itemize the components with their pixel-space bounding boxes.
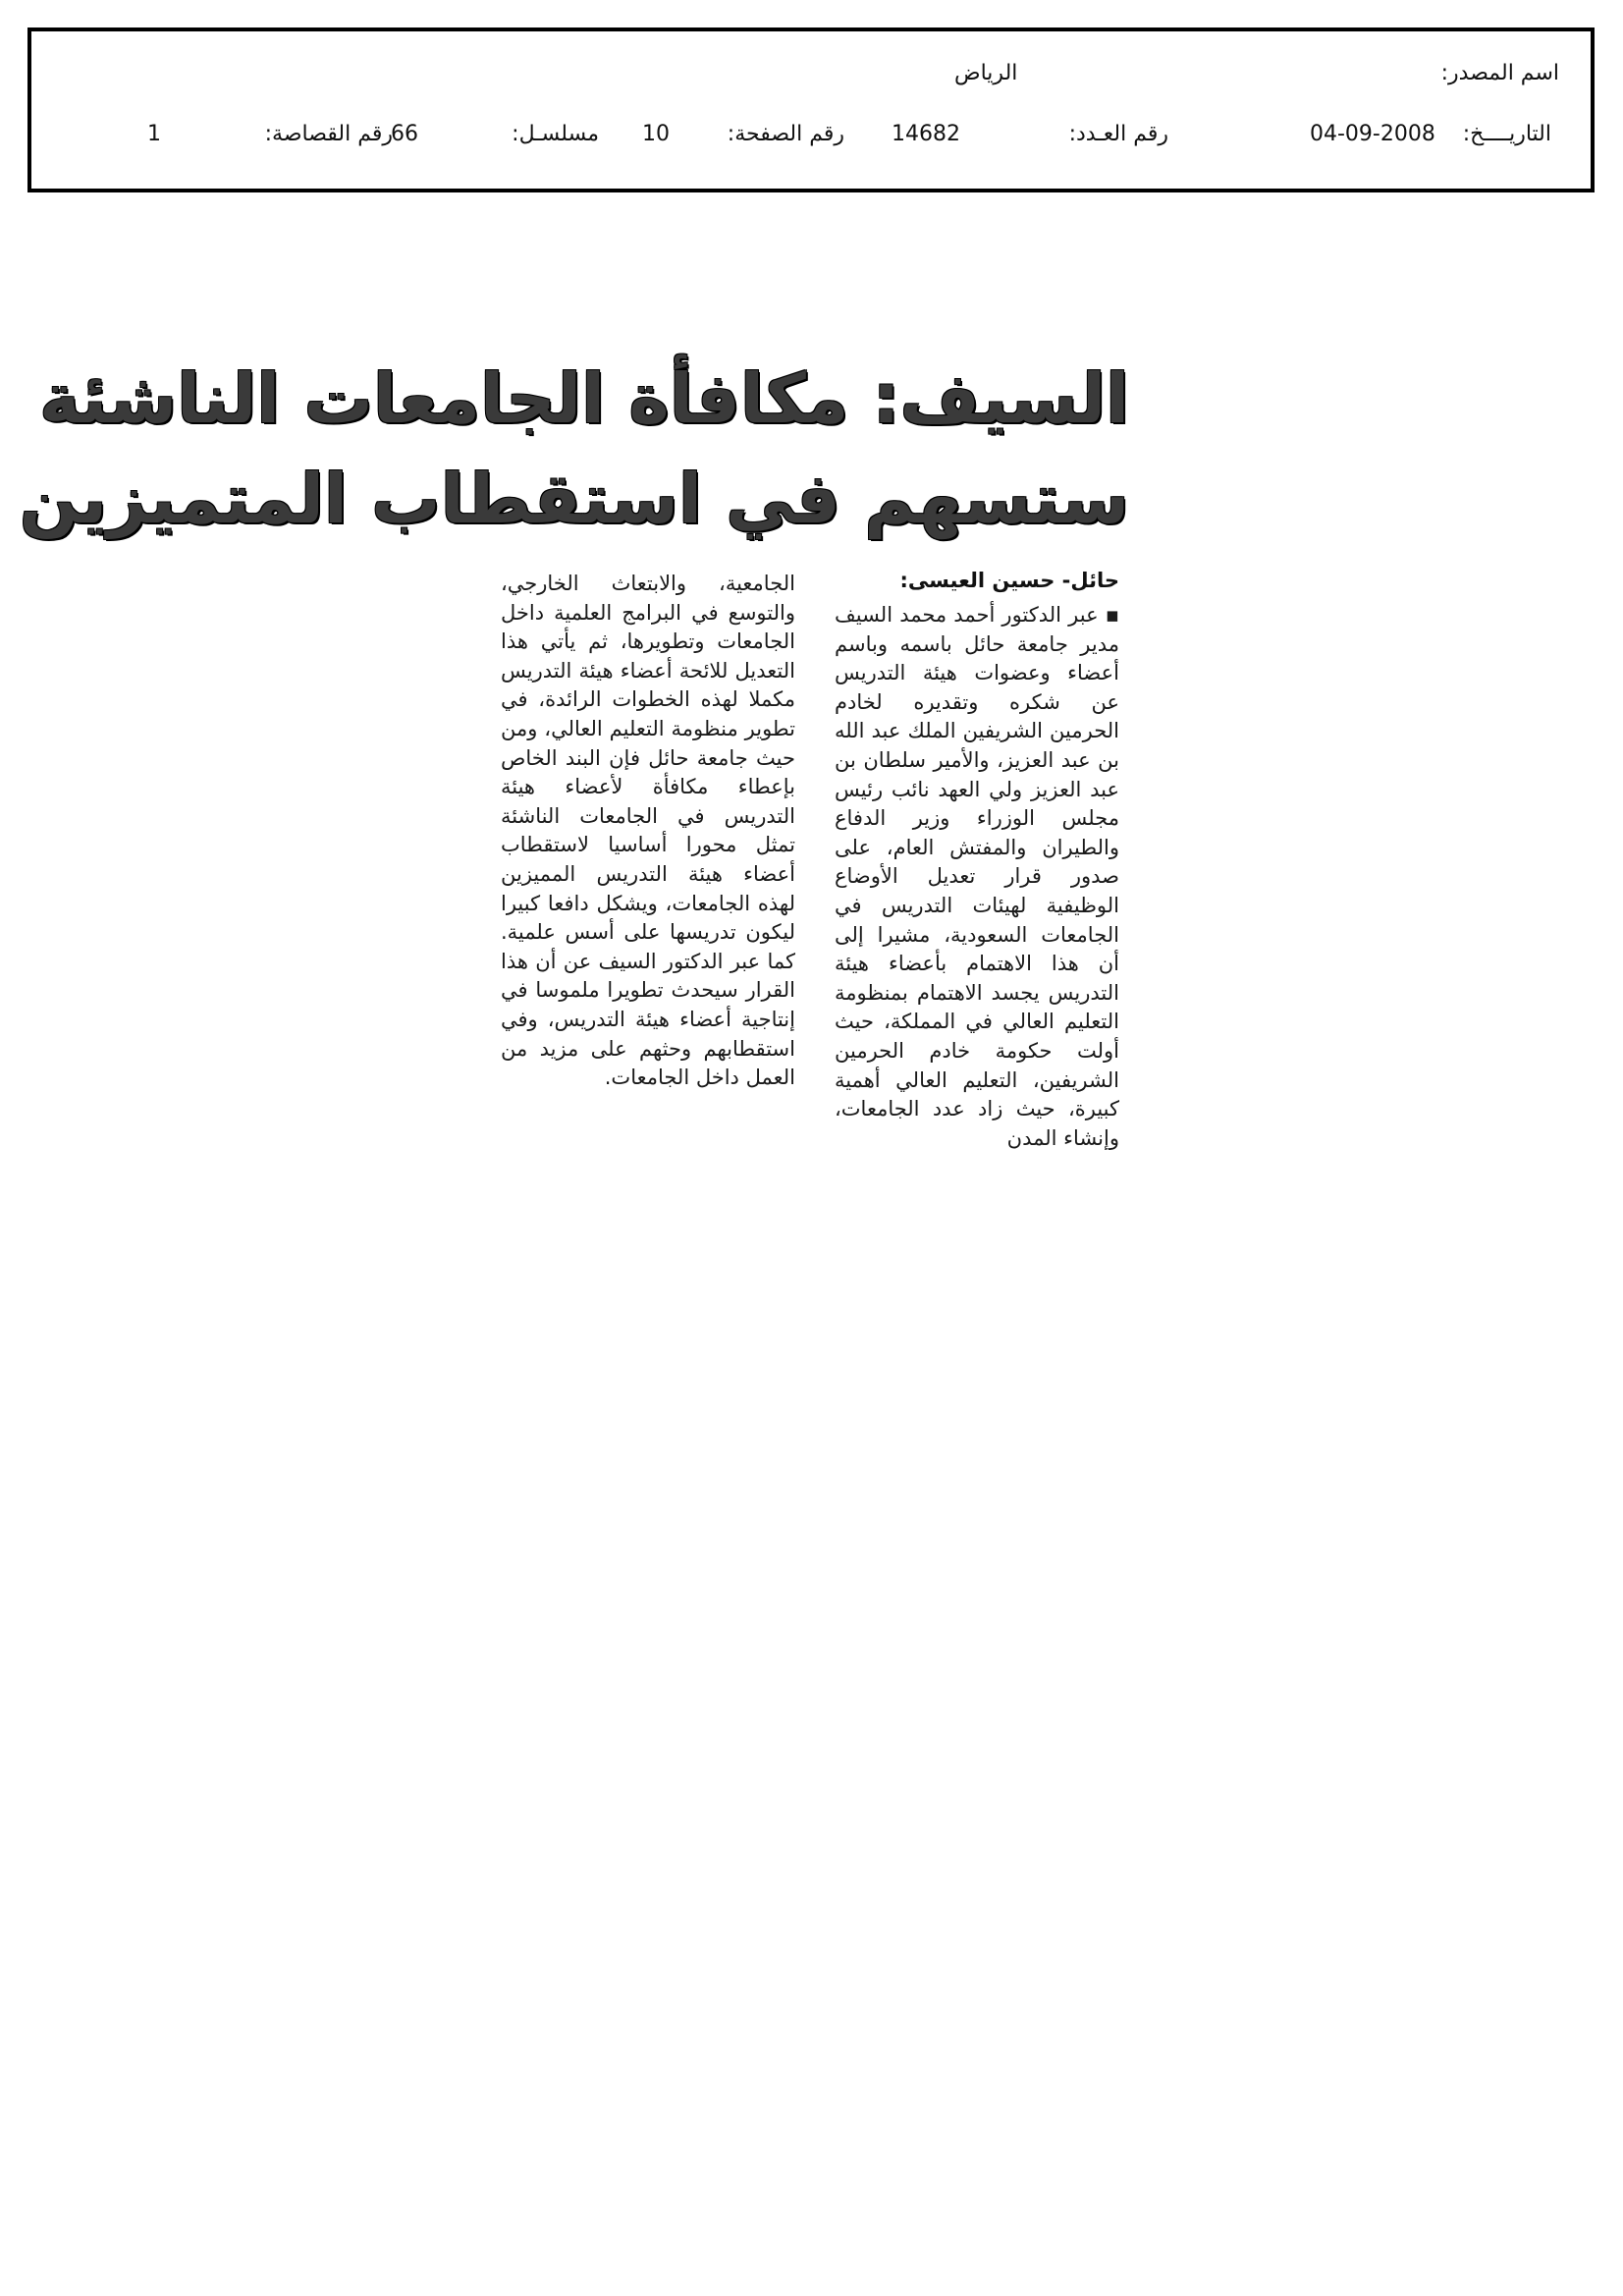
serial-label: مسلسـل:: [512, 122, 599, 146]
source-value: الرياض: [954, 61, 1018, 85]
byline: حائل- حسين العيسى:: [899, 569, 1119, 592]
serial-value: 66: [391, 122, 418, 146]
headline-line-1: السيف: مكافأة الجامعات الناشئة: [39, 358, 1129, 439]
source-label: اسم المصدر:: [1440, 61, 1559, 85]
clip-value: 1: [147, 122, 161, 146]
page-label: رقم الصفحة:: [727, 122, 844, 146]
clipping-metadata-box: [27, 27, 1595, 192]
page-value: 10: [642, 122, 670, 146]
date-label: التاريــــخ:: [1462, 122, 1551, 146]
article-paragraph-right: ▪ عبر الدكتور أحمد محمد السيف مدير جامعة حائل باسمه وباسم أعضاء وعضوات هيئة التدريس عن شكره وتقديره لخادم الحرمين الشريفين الملك عبد الله بن عبد العزيز، والأمير سلطان بن عبد العزيز ولي العهد نائب رئيس مجلس الوزراء وزير الدفاع والطيران والمفتش العام، على صدور قرار تعديل الأوضاع الوظيفية لهيئات التدريس في الجامعات السعودية، مشيرا إلى أن هذا الاهتمام بأعضاء هيئة التدريس يجسد الاهتمام بمنظومة التعليم العالي في المملكة، حيث أولت حكومة خادم الحرمين الشريفين، التعليم العالي أهمية كبيرة، حيث زاد عدد الجامعات، وإنشاء المدن: [835, 603, 1119, 1150]
headline-line-2: ستسهم في استقطاب المتميزين: [19, 459, 1129, 539]
article-column-left: [501, 570, 795, 1093]
issue-value: 14682: [892, 122, 960, 146]
date-value: 04-09-2008: [1310, 122, 1435, 146]
article-paragraph-left: الجامعية، والابتعاث الخارجي، والتوسع في البرامج العلمية داخل الجامعات وتطويرها، ثم يأتي هذا التعديل للائحة أعضاء هيئة التدريس مكملا لهذه الخطوات الرائدة، في تطوير منظومة التعليم العالي، ومن حيث جامعة حائل فإن البند الخاص بإعطاء مكافأة لأعضاء هيئة التدريس في الجامعات الناشئة تمثل محورا أساسيا لاستقطاب أعضاء هيئة التدريس المميزين لهذه الجامعات، ويشكل دافعا كبيرا ليكون تدريسها على أسس علمية. كما عبر الدكتور السيف عن أن هذا القرار سيحدث تطويرا ملموسا في إنتاجية أعضاء هيئة التدريس، وفي استقطابهم وحثهم على مزيد من العمل داخل الجامعات.: [501, 572, 795, 1090]
article-column-right: [835, 601, 1119, 1153]
issue-label: رقم العـدد:: [1068, 122, 1168, 146]
clip-label: رقم القصاصة:: [264, 122, 393, 146]
